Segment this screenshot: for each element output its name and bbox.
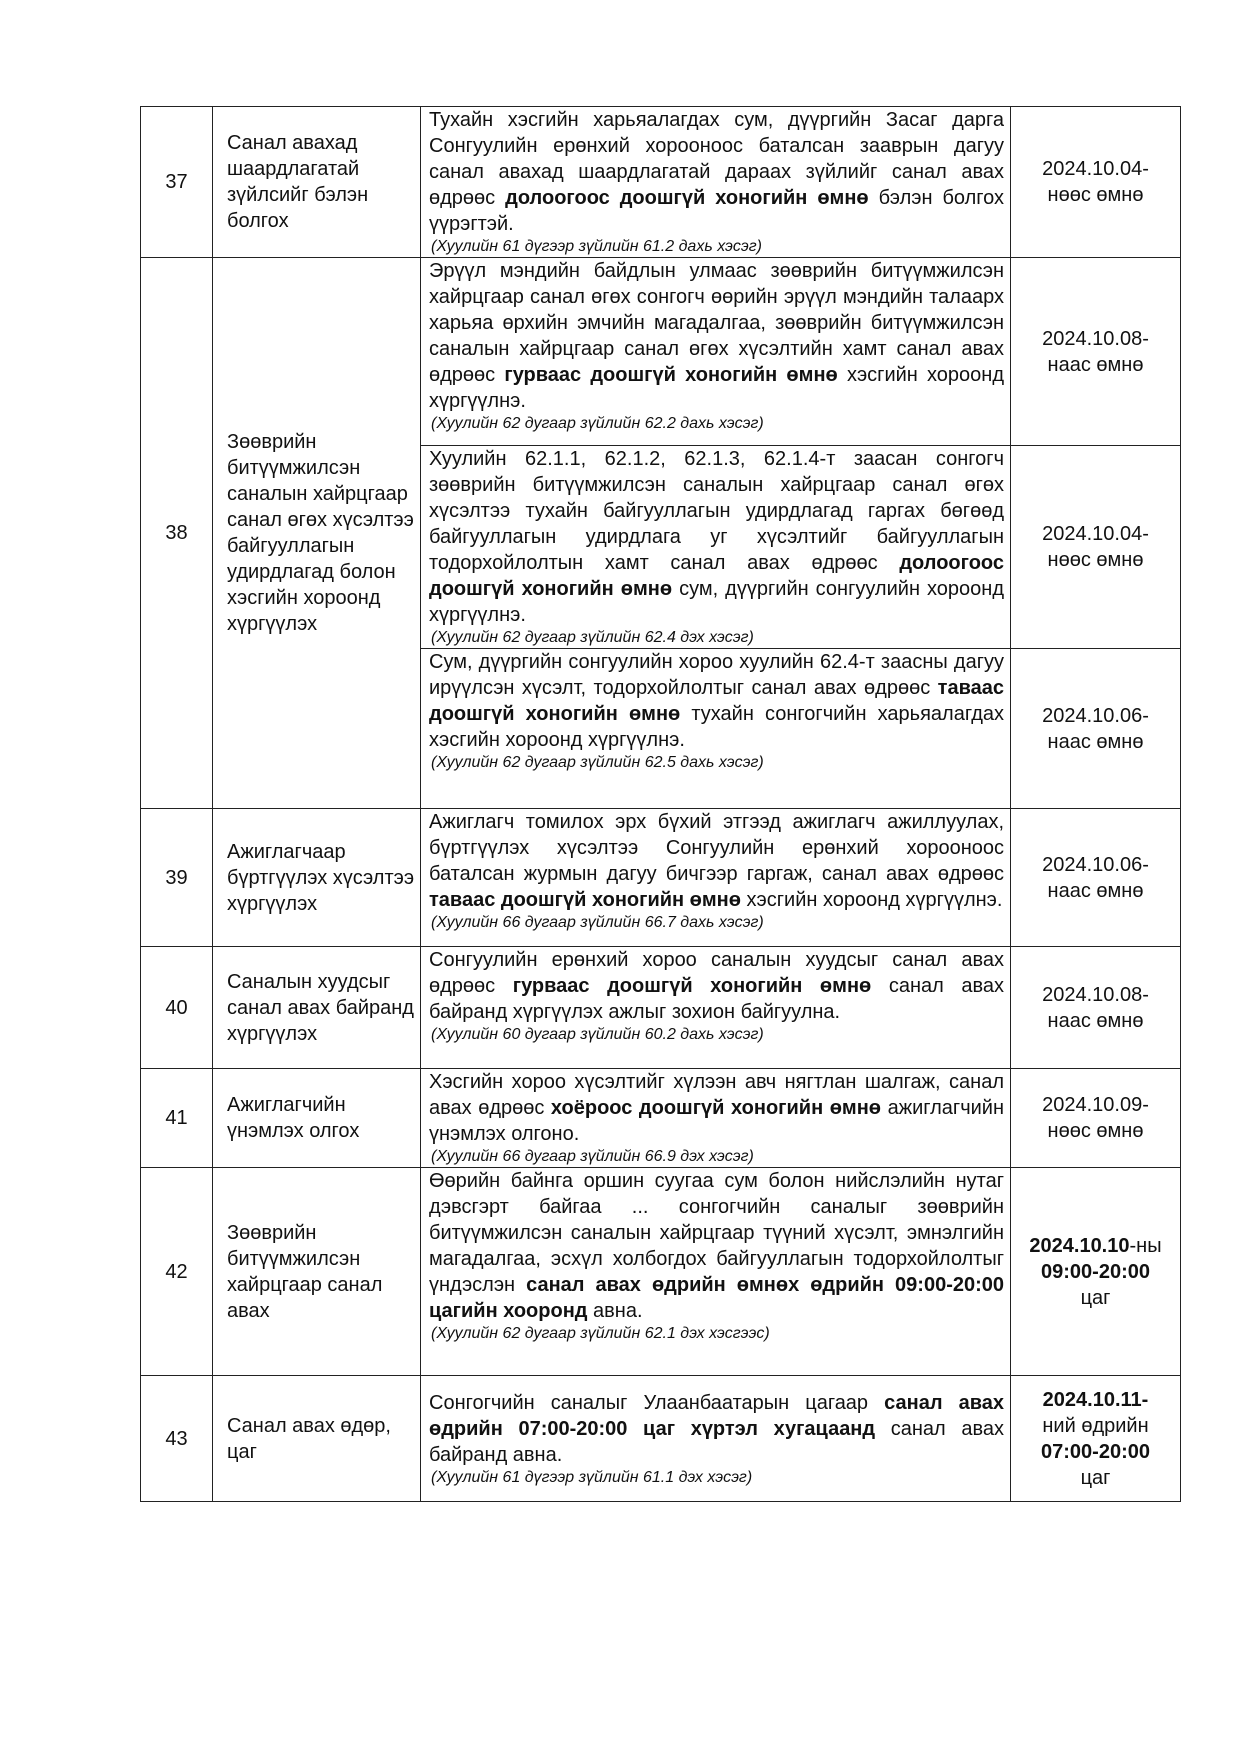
deadline-cell: 2024.10.11- ний өдрийн 07:00-20:00 цаг [1011, 1376, 1181, 1502]
description-text: Өөрийн байнга оршин суугаа сум болон нийслэлийн нутаг дэвсгэрт байгаа ... сонгогчийн саналыг зөөврийн битүүмжилсэн саналын хайрцгаар түүний хүсэлт, эмнэлгийн магадалгаа, эсхүл холбогдох байгууллагын тодорхойлолтыг үндэслэн санал авах өдрийн өмнөх өдрийн 09:00-20:00 цагийн хооронд авна. [429, 1170, 1005, 1322]
description-text: Хэсгийн хороо хүсэлтийг хүлээн авч нягтлан шалгаж, санал авах өдрөөс хоёроос доошгүй хоногийн өмнө ажиглагчийн үнэмлэх олгоно. [429, 1071, 1005, 1145]
description-text: Тухайн хэсгийн харьяалагдах сум, дүүргийн Засаг дарга Сонгуулийн ерөнхий хорооноос баталсан зааврын дагуу санал авахад шаардлагатай дараах зүйлийг санал авах өдрөөс долоогоос доошгүй хоногийн өмнө бэлэн болгох үүрэгтэй. [429, 109, 1005, 235]
row-number: 43 [141, 1376, 213, 1502]
deadline-cell: 2024.10.06- наас өмнө [1011, 809, 1181, 947]
law-reference: (Хуулийн 61 дүгээр зүйлийн 61.2 дахь хэсэг) [431, 238, 762, 255]
row-number: 37 [141, 107, 213, 258]
activity-cell: Зөөврийн битүүмжилсэн саналын хайрцгаар санал өгөх хүсэлтээ байгууллагын удирдлагад болон хэсгийн хороонд хүргүүлэх [213, 258, 421, 809]
row-number: 39 [141, 809, 213, 947]
deadline-cell: 2024.10.08- наас өмнө [1011, 947, 1181, 1069]
row-number: 42 [141, 1168, 213, 1376]
election-schedule-table [140, 106, 1181, 1502]
activity-cell: Ажиглагчаар бүртгүүлэх хүсэлтээ хүргүүлэх [213, 809, 421, 947]
description-text: Сонгогчийн саналыг Улаанбаатарын цагаар санал авах өдрийн 07:00-20:00 цаг хүртэл хугацаанд санал авах байранд авна. [429, 1391, 1004, 1466]
law-reference: (Хуулийн 61 дүгээр зүйлийн 61.1 дэх хэсэг) [431, 1468, 753, 1486]
activity-cell: Зөөврийн битүүмжилсэн хайрцгаар санал авах [213, 1168, 421, 1376]
law-reference: (Хуулийн 62 дугаар зүйлийн 62.2 дахь хэсэг) [431, 415, 764, 432]
description-text: Сонгуулийн ерөнхий хороо саналын хуудсыг санал авах өдрөөс гурваас доошгүй хоногийн өмнө санал авах байранд хүргүүлэх ажлыг зохион байгуулна. [429, 949, 1004, 1023]
description-cell [421, 649, 1011, 809]
table-row [141, 1376, 1181, 1502]
activity-cell: Санал авах өдөр, цаг [213, 1376, 421, 1502]
law-reference: (Хуулийн 62 дугаар зүйлийн 62.1 дэх хэсгээс) [431, 1325, 770, 1342]
table-row [141, 947, 1181, 1069]
activity-cell: Санал авахад шаардлагатай зүйлсийг бэлэн болгох [213, 107, 421, 258]
description-cell [421, 809, 1011, 947]
table-row [141, 809, 1181, 947]
row-number: 38 [141, 258, 213, 809]
description-cell [421, 446, 1011, 649]
description-text: Хуулийн 62.1.1, 62.1.2, 62.1.3, 62.1.4-т заасан сонгогч зөөврийн битүүмжилсэн саналын хайрцгаар санал өгөх хүсэлтээ тухайн байгууллагын удирдлагад гаргах бөгөөд байгууллагын удирдлага уг хүсэлтийг байгууллагын тодорхойлолтын хамт санал авах өдрөөс долоогоос доошгүй хоногийн өмнө сум, дүүргийн сонгуулийн хороонд хүргүүлнэ. [429, 448, 1004, 626]
deadline-cell: 2024.10.04- нөөс өмнө [1011, 446, 1181, 649]
activity-cell: Ажиглагчийн үнэмлэх олгох [213, 1069, 421, 1168]
table-row [141, 1069, 1181, 1168]
table-row [141, 258, 1181, 446]
law-reference: (Хуулийн 60 дугаар зүйлийн 60.2 дахь хэсэг) [431, 1026, 764, 1043]
description-cell [421, 1168, 1011, 1376]
law-reference: (Хуулийн 62 дугаар зүйлийн 62.4 дэх хэсэг) [431, 629, 754, 646]
deadline-cell: 2024.10.09- нөөс өмнө [1011, 1069, 1181, 1168]
description-cell [421, 258, 1011, 446]
table-row [141, 107, 1181, 258]
deadline-cell: 2024.10.04- нөөс өмнө [1011, 107, 1181, 258]
deadline-cell: 2024.10.08- наас өмнө [1011, 258, 1181, 446]
description-text: Ажиглагч томилох эрх бүхий этгээд ажиглагч ажиллуулах, бүртгүүлэх хүсэлтээ Сонгуулийн ерөнхий хорооноос баталсан журмын дагуу бичгээр гаргаж, санал авах өдрөөс таваас доошгүй хоногийн өмнө хэсгийн хороонд хүргүүлнэ. [429, 811, 1004, 911]
deadline-cell: 2024.10.10-ны 09:00-20:00 цаг [1011, 1168, 1181, 1376]
description-cell [421, 947, 1011, 1069]
row-number: 40 [141, 947, 213, 1069]
law-reference: (Хуулийн 66 дугаар зүйлийн 66.7 дахь хэсэг) [431, 914, 764, 931]
activity-cell: Саналын хуудсыг санал авах байранд хүргүүлэх [213, 947, 421, 1069]
description-cell [421, 1069, 1011, 1168]
law-reference: (Хуулийн 66 дугаар зүйлийн 66.9 дэх хэсэг) [431, 1148, 754, 1165]
description-text: Сум, дүүргийн сонгуулийн хороо хуулийн 62.4-т заасны дагуу ирүүлсэн хүсэлт, тодорхойлолтыг санал авах өдрөөс таваас доошгүй хоногийн өмнө тухайн сонгогчийн харьяалагдах хэсгийн хороонд хүргүүлнэ. [429, 651, 1005, 751]
description-cell [421, 1376, 1011, 1502]
description-text: Эрүүл мэндийн байдлын улмаас зөөврийн битүүмжилсэн хайрцгаар санал өгөх сонгогч өөрийн эрүүл мэндийн талаарх харьяа өрхийн эмчийн магадалгаа, зөөврийн битүүмжилсэн саналын хайрцгаар санал өгөх хүсэлтийн хамт санал авах өдрөөс гурваас доошгүй хоногийн өмнө хэсгийн хороонд хүргүүлнэ. [429, 260, 1005, 412]
table-row [141, 1168, 1181, 1376]
description-cell [421, 107, 1011, 258]
law-reference: (Хуулийн 62 дугаар зүйлийн 62.5 дахь хэсэг) [431, 754, 764, 771]
row-number: 41 [141, 1069, 213, 1168]
deadline-cell: 2024.10.06- наас өмнө [1011, 649, 1181, 809]
